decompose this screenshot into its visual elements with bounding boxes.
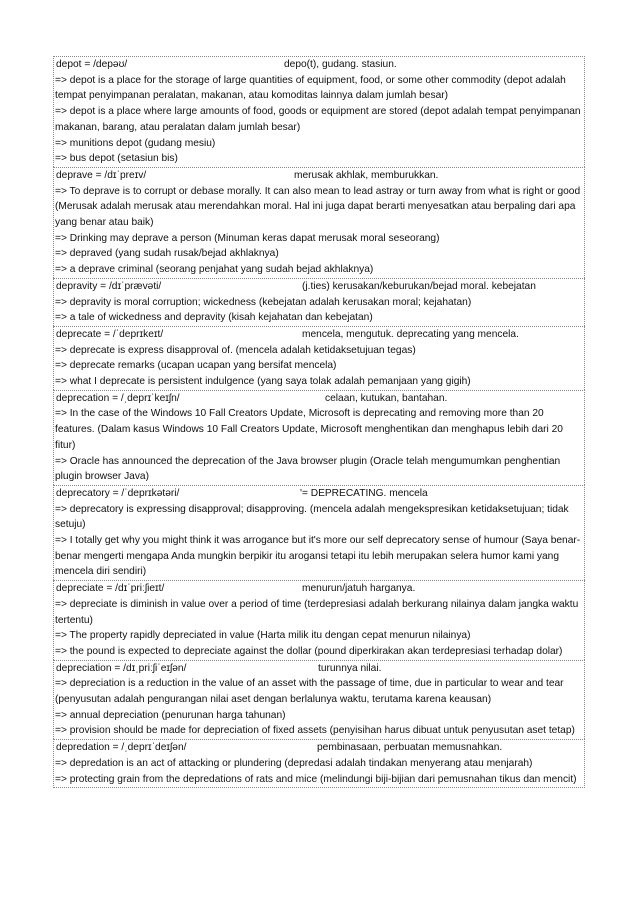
entry-line: => protecting grain from the depredations of rats and mice (melindungi biji-bijian dari pemusnahan tikus dan mencit): [55, 773, 577, 785]
entry-depredation: [53, 739, 585, 788]
entry-meaning: mencela, mengutuk. deprecating yang mencela.: [302, 328, 519, 340]
entry-line: => a tale of wickedness and depravity (kisah kejahatan dan kebejatan): [55, 312, 373, 324]
entry-meaning: celaan, kutukan, bantahan.: [325, 392, 448, 404]
entry-term: deprave = /dɪˈpreɪv/: [56, 169, 147, 181]
entry-line: => In the case of the Windows 10 Fall Creators Update, Microsoft is deprecating and removing more than 20 features. (Dalam kasus Windows 10 Fall Creators Update, Microsoft menghentikan dan menghapus lebih dari 20 fitur): [55, 408, 563, 451]
entry-meaning: merusak akhlak, memburukkan.: [294, 169, 439, 181]
entry-depot: [53, 56, 585, 167]
entry-line: => deprecatory is expressing disapproval; disapproving. (mencela adalah mengekspresikan ketidaksetujuan; tidak setuju): [55, 503, 569, 531]
entry-deprecation: [53, 390, 585, 485]
entry-term: depreciate = /dɪˈpriːʃieɪt/: [56, 583, 165, 595]
entry-deprecatory: [53, 485, 585, 580]
entry-line: => depredation is an act of attacking or plundering (depredasi adalah tindakan menyerang atau menjarah): [55, 757, 533, 769]
entry-meaning: menurun/jatuh harganya.: [302, 583, 416, 595]
entry-head: [55, 740, 583, 756]
entry-term: depreciation = /dɪˌpriːʃiˈeɪʃən/: [56, 662, 187, 674]
entry-head: [55, 661, 583, 677]
entry-line: => depraved (yang sudah rusak/bejad akhlaknya): [55, 248, 279, 260]
entry-head: [55, 486, 583, 502]
entry-line: => depot is a place for the storage of large quantities of equipment, food, or some other commodity (depot adalah tempat penyimpanan peralatan, makanan, atau komoditas lainnya dalam jumlah besar): [55, 74, 566, 102]
entry-line: => depreciate is diminish in value over a period of time (terdepresiasi adalah berkurang nilainya dalam jangka waktu tertentu): [55, 598, 579, 626]
entry-meaning: (j.ties) kerusakan/keburukan/bejad moral. kebejatan: [302, 280, 536, 292]
entry-line: => depot is a place where large amounts of food, goods or equipment are stored (depot adalah tempat penyimpanan makanan, barang, atau peralatan dalam jumlah besar): [55, 106, 581, 133]
entry-line: => depravity is moral corruption; wickedness (kebejatan adalah kerusakan moral; kejahatan): [55, 296, 472, 308]
entry-head: [55, 391, 583, 407]
entry-line: => The property rapidly depreciated in value (Harta milik itu dengan cepat menurun nilainya): [55, 630, 471, 642]
entry-line: => depreciation is a reduction in the value of an asset with the passage of time, due in particular to wear and tear (penyusutan adalah pengurangan nilai aset dengan berlalunya waktu, terutama karena keausan): [55, 678, 564, 705]
entry-term: deprecation = /ˌdeprɪˈkeɪʃn/: [56, 392, 180, 404]
entry-line: => a deprave criminal (seorang penjahat yang sudah bejad akhlaknya): [55, 264, 374, 276]
entry-head: [55, 57, 583, 73]
entry-line: => bus depot (setasiun bis): [55, 153, 178, 165]
entry-head: [55, 327, 583, 343]
entry-depreciate: [53, 580, 585, 660]
entry-line: => Drinking may deprave a person (Minuman keras dapat merusak moral seseorang): [55, 232, 440, 244]
entry-line: => I totally get why you might think it was arrogance but it's more our self deprecatory sense of humour (Saya benar-benar mengerti mengapa Anda mungkin berpikir itu arogansi tetapi itu lebih merupakan selera humor kami yang mencela diri sendiri): [55, 535, 581, 578]
entry-line: => munitions depot (gudang mesiu): [55, 137, 216, 149]
entry-meaning: '= DEPRECATING. mencela: [300, 487, 428, 499]
entry-line: => annual depreciation (penurunan harga tahunan): [55, 709, 286, 721]
entry-line: => deprecate remarks (ucapan ucapan yang bersifat mencela): [55, 360, 337, 372]
entry-depravity: [53, 278, 585, 326]
entry-term: deprecate = /ˈdeprɪkeɪt/: [56, 328, 164, 340]
entry-line: => Oracle has announced the deprecation of the Java browser plugin (Oracle telah mengumumkan penghentian plugin browser Java): [55, 455, 561, 483]
entry-line: => To deprave is to corrupt or debase morally. It can also mean to lead astray or turn away from what is right or good (Merusak adalah merusak atau merendahkan moral. Hal ini juga dapat berarti menyesatkan atau berpaling dari apa yang benar atau baik): [55, 185, 581, 228]
entry-depreciation: [53, 660, 585, 740]
entry-meaning: turunnya nilai.: [318, 662, 382, 674]
entry-term: depravity = /dɪˈprævəti/: [56, 280, 162, 292]
dictionary-page: [53, 56, 585, 788]
entry-meaning: pembinasaan, perbuatan memusnahkan.: [317, 742, 503, 754]
entry-deprecate: [53, 326, 585, 390]
entry-line: => what I deprecate is persistent indulgence (yang saya tolak adalah pemanjaan yang gigih): [55, 376, 471, 387]
entry-term: deprecatory = /ˈdeprɪkətəri/: [56, 487, 180, 499]
entry-deprave: [53, 167, 585, 278]
entry-meaning: depo(t), gudang. stasiun.: [284, 59, 397, 70]
entry-term: depredation = /ˌdeprɪˈdeɪʃən/: [56, 742, 187, 754]
entry-line: => deprecate is express disapproval of. (mencela adalah ketidaksetujuan tegas): [55, 344, 416, 356]
entry-head: [55, 168, 583, 184]
entry-line: => provision should be made for depreciation of fixed assets (penyisihan harus dibuat untuk penyusutan aset tetap): [55, 725, 575, 737]
entry-term: depot = /depəʊ/: [56, 59, 128, 70]
entry-head: [55, 581, 583, 597]
entry-line: => the pound is expected to depreciate against the dollar (pound diperkirakan akan terdepresiasi terhadap dolar): [55, 645, 563, 657]
entry-head: [55, 279, 583, 295]
